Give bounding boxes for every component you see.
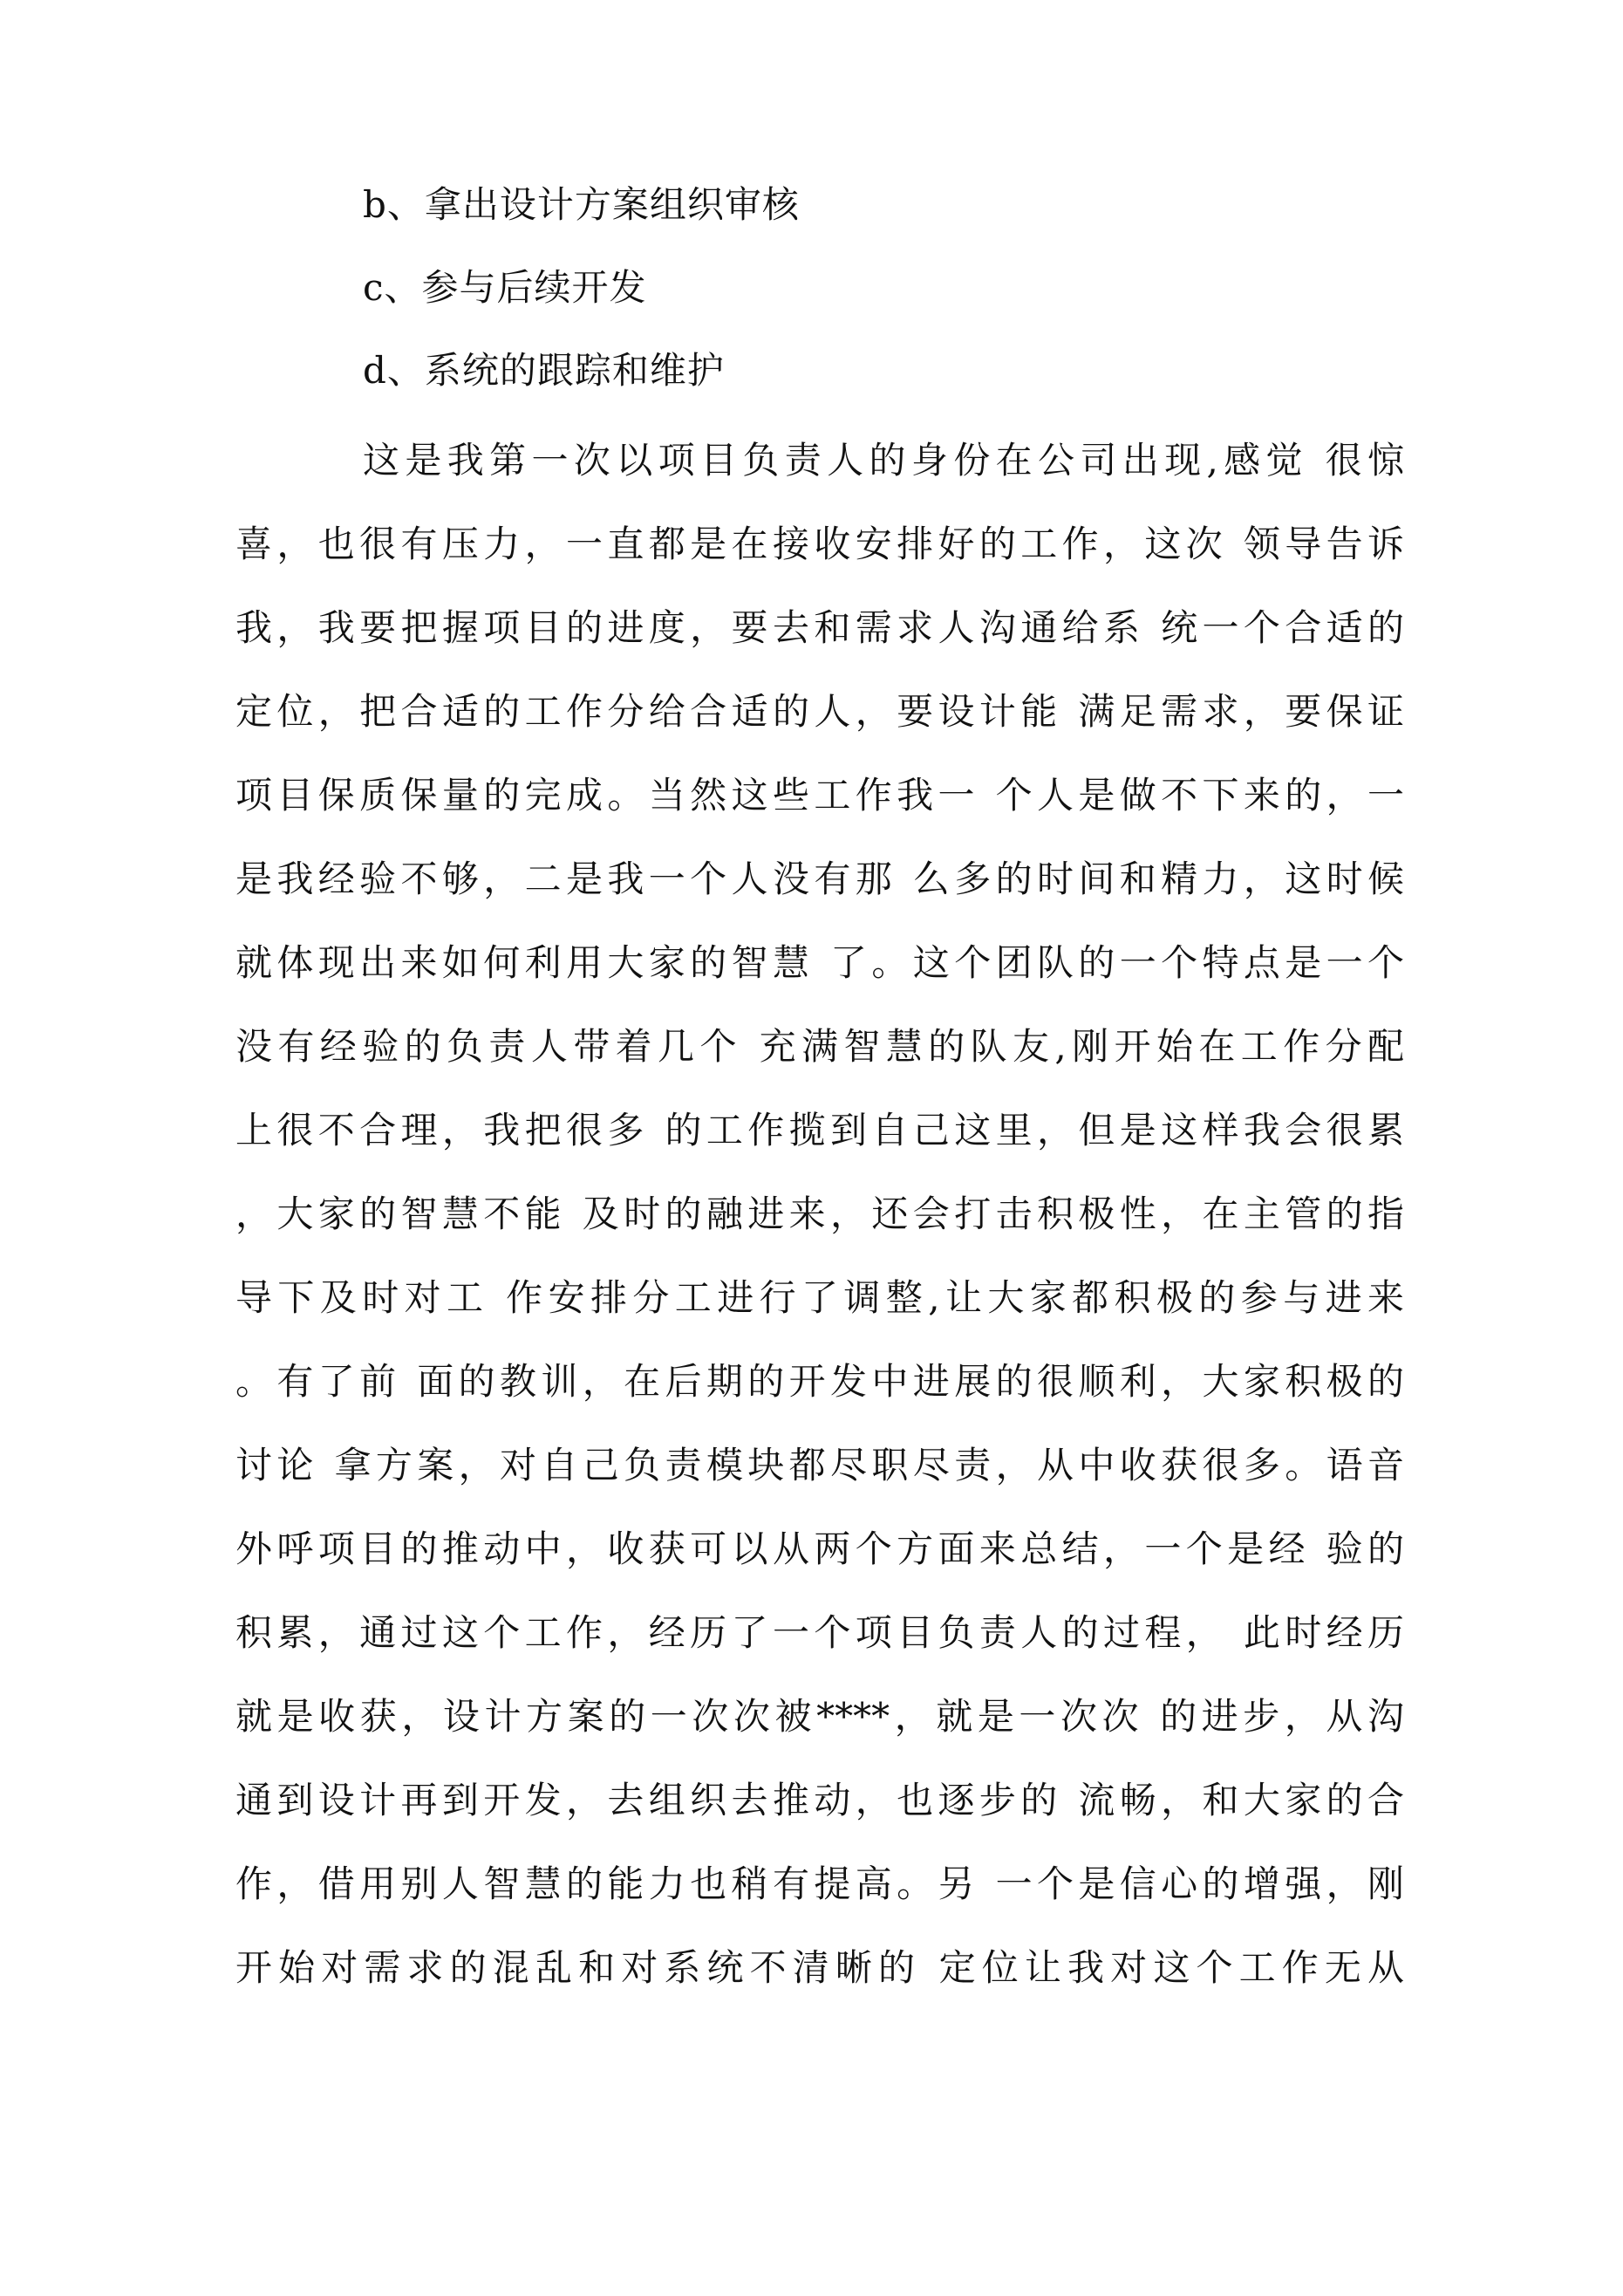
paragraph-line: ，大家的智慧不能 及时的融进来，还会打击积极性，在主管的指 bbox=[235, 1192, 1404, 1235]
body-paragraph bbox=[235, 419, 1404, 2010]
paragraph-line: 就是收获，设计方案的一次次被****，就是一次次 的进步，从沟 bbox=[235, 1695, 1404, 1738]
paragraph-line: 通到设计再到开发，去组织去推动，也逐步的 流畅，和大家的合 bbox=[235, 1779, 1404, 1821]
paragraph-line: 。有了前 面的教训，在后期的开发中进展的很顺利，大家积极的 bbox=[235, 1360, 1404, 1403]
paragraph-line: 外呼项目的推动中，收获可以从两个方面来总结，一个是经 验的 bbox=[235, 1527, 1404, 1570]
paragraph-line: 导下及时对工 作安排分工进行了调整,让大家都积极的参与进来 bbox=[235, 1276, 1404, 1319]
paragraph-line: 上很不合理，我把很多 的工作揽到自己这里，但是这样我会很累 bbox=[235, 1109, 1404, 1151]
paragraph-line: 作，借用别人智慧的能力也稍有提高。另 一个是信心的增强，刚 bbox=[235, 1862, 1404, 1905]
list-item-d: d、系统的跟踪和维护 bbox=[363, 349, 725, 392]
paragraph-line: 定位，把合适的工作分给合适的人，要设计能 满足需求，要保证 bbox=[235, 690, 1404, 733]
paragraph-line: 讨论 拿方案，对自己负责模块都尽职尽责，从中收获很多。语音 bbox=[235, 1444, 1404, 1486]
list-item-c: c、参与后续开发 bbox=[363, 266, 647, 309]
paragraph-line: 我，我要把握项目的进度，要去和需求人沟通给系 统一个合适的 bbox=[235, 606, 1404, 649]
list-item-b: b、拿出设计方案组织审核 bbox=[363, 183, 800, 226]
paragraph-line: 没有经验的负责人带着几个 充满智慧的队友,刚开始在工作分配 bbox=[235, 1025, 1404, 1068]
paragraph-line: 项目保质保量的完成。当然这些工作我一 个人是做不下来的，一 bbox=[235, 774, 1404, 817]
paragraph-line: 这是我第一次以项目负责人的身份在公司出现,感觉 很惊 bbox=[363, 439, 1404, 482]
paragraph-line: 是我经验不够，二是我一个人没有那 么多的时间和精力，这时候 bbox=[235, 858, 1404, 900]
paragraph-line: 积累，通过这个工作，经历了一个项目负责人的过程， 此时经历 bbox=[235, 1611, 1404, 1654]
paragraph-line: 开始对需求的混乱和对系统不清晰的 定位让我对这个工作无从 bbox=[235, 1946, 1404, 1989]
paragraph-line: 就体现出来如何利用大家的智慧 了。这个团队的一个特点是一个 bbox=[235, 941, 1404, 984]
paragraph-line: 喜，也很有压力，一直都是在接收安排好的工作，这次 领导告诉 bbox=[235, 523, 1404, 565]
